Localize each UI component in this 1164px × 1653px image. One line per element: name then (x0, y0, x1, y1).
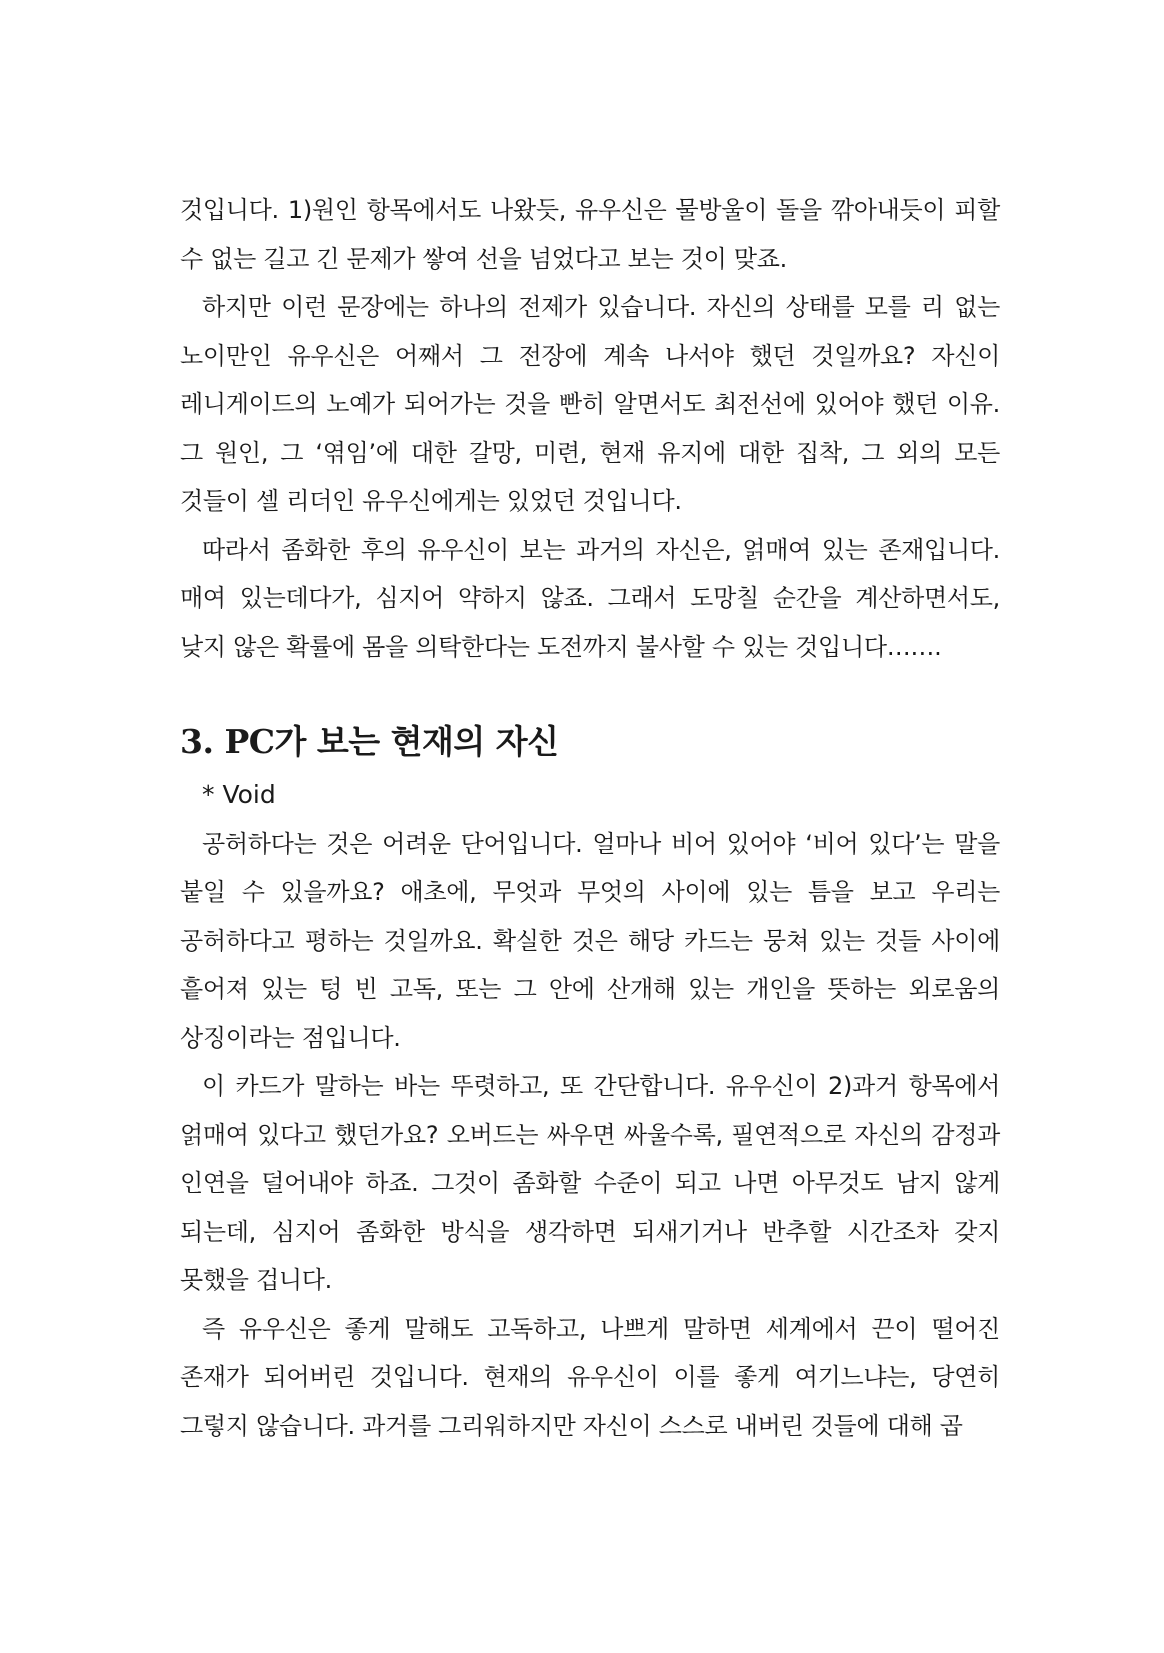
body-paragraph: 즉 유우신은 좋게 말해도 고독하고, 나쁘게 말하면 세계에서 끈이 떨어진 존재가 되어버린 것입니다. 현재의 유우신이 이를 좋게 여기느냐는, 당연히 그렇지 않습니다. 과거를 그리워하지만 자신이 스스로 내버린 것들에 대해 곱 (180, 1314, 1000, 1440)
body-paragraph: 하지만 이런 문장에는 하나의 전제가 있습니다. 자신의 상태를 모를 리 없는 노이만인 유우신은 어째서 그 전장에 계속 나서야 했던 것일까요? 자신이 레니게이드의 노예가 되어가는 것을 빤히 알면서도 최전선에 있어야 했던 이유. 그 원인, 그 ‘엮임’에 대한 갈망, 미련, 현재 유지에 대한 집착, 그 외의 모든 것들이 셀 리더인 유우신에게는 있었던 것입니다. (180, 293, 1000, 515)
body-paragraph: 이 카드가 말하는 바는 뚜렷하고, 또 간단합니다. 유우신이 2)과거 항목에서 얽매여 있다고 했던가요? 오버드는 싸우면 싸울수록, 필연적으로 자신의 감정과 인연을 덜어내야 하죠. 그것이 좀화할 수준이 되고 나면 아무것도 남지 않게 되는데, 심지어 좀화한 방식을 생각하면 되새기거나 반추할 시간조차 갖지 못했을 겁니다. (180, 1072, 1000, 1294)
body-paragraph: 것입니다. 1)원인 항목에서도 나왔듯, 유우신은 물방울이 돌을 깎아내듯이 피할 수 없는 길고 긴 문제가 쌓여 선을 넘었다고 보는 것이 맞죠. (180, 196, 1000, 273)
body-paragraph: 공허하다는 것은 어려운 단어입니다. 얼마나 비어 있어야 ‘비어 있다’는 말을 붙일 수 있을까요? 애초에, 무엇과 무엇의 사이에 있는 틈을 보고 우리는 공허하다고 평하는 것일까요. 확실한 것은 해당 카드는 뭉쳐 있는 것들 사이에 흩어져 있는 텅 빈 고독, 또는 그 안에 산개해 있는 개인을 뜻하는 외로움의 상징이라는 점입니다. (180, 829, 1000, 1052)
document-page (180, 186, 1000, 1450)
section-subheading: * Void (202, 780, 276, 809)
section-heading: 3. PC가 보는 현재의 자신 (180, 722, 559, 761)
body-paragraph: 따라서 좀화한 후의 유우신이 보는 과거의 자신은, 얽매여 있는 존재입니다. 매여 있는데다가, 심지어 약하지 않죠. 그래서 도망칠 순간을 계산하면서도, 낮지 않은 확률에 몸을 의탁한다는 도전까지 불사할 수 있는 것입니다……. (180, 535, 1000, 661)
